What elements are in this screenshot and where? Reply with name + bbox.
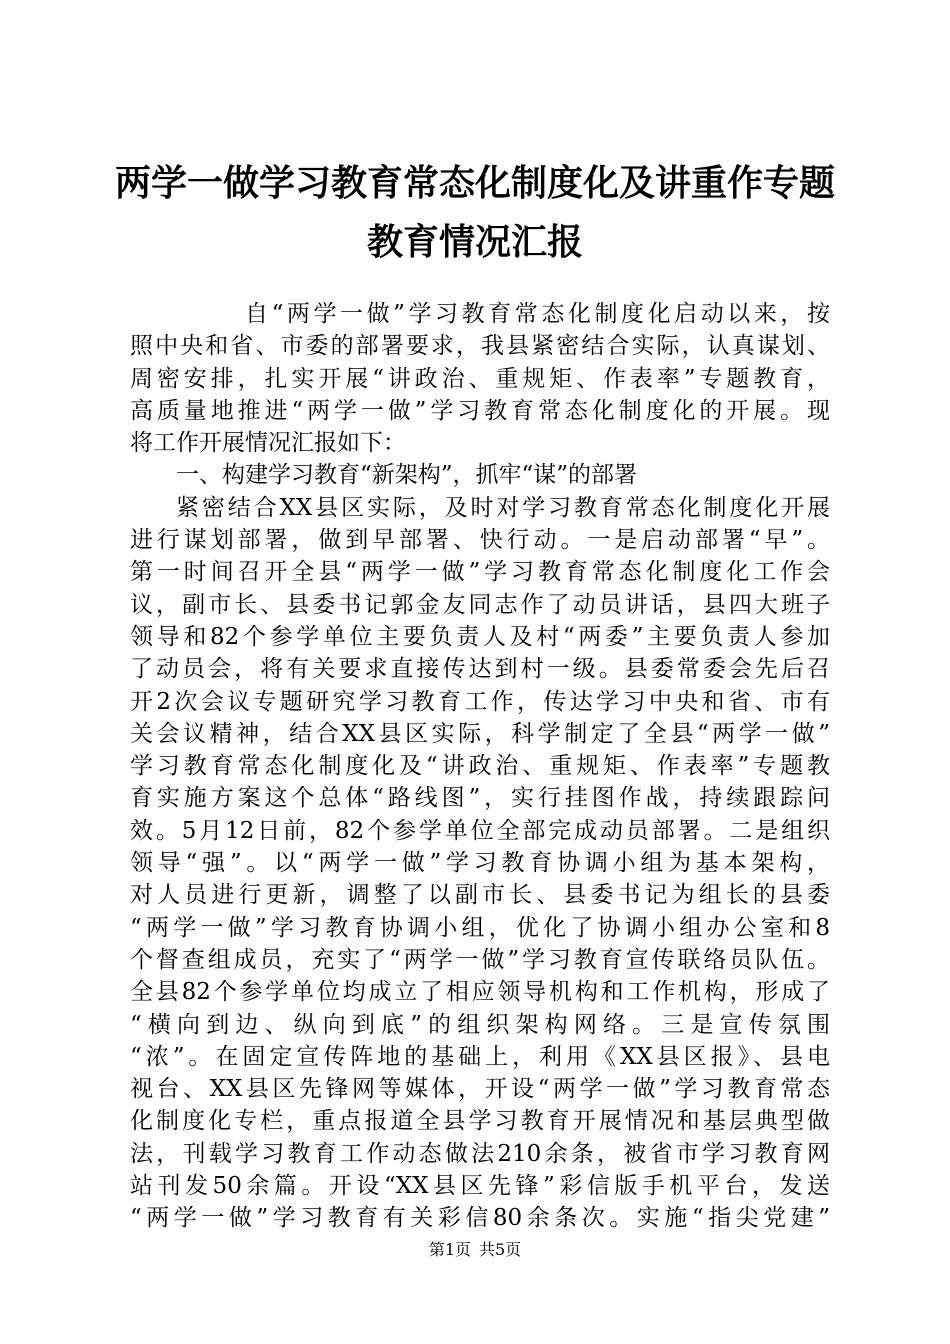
- body-line: 议，副市长、县委书记郭金友同志作了动员讲话，县四大班子: [130, 591, 830, 618]
- document-title-line-1: 两学一做学习教育常态化制度化及讲重作专题: [114, 163, 835, 204]
- document-body: [130, 298, 830, 1235]
- body-line: 领导“强”。以“两学一做”学习教育协调小组为基本架构，: [130, 850, 830, 877]
- body-line: 将工作开展情况汇报如下：: [130, 430, 406, 457]
- body-line: 进行谋划部署，做到早部署、快行动。一是启动部署“早”。: [130, 527, 830, 554]
- body-line: 育实施方案这个总体“路线图”，实行挂图作战，持续跟踪问: [130, 785, 830, 812]
- body-line: 自“两学一做”学习教育常态化制度化启动以来，按: [245, 301, 830, 327]
- body-line: “横向到边、纵向到底”的组织架构网络。三是宣传氛围: [130, 1011, 830, 1038]
- body-line: 化制度化专栏，重点报道全县学习教育开展情况和基层典型做: [130, 1108, 830, 1135]
- body-line: 学习教育常态化制度化及“讲政治、重规矩、作表率”专题教: [130, 753, 830, 780]
- body-line: 效。5月12日前，82个参学单位全部完成动员部署。二是组织: [130, 817, 830, 844]
- body-line: 全县82个参学单位均成立了相应领导机构和工作机构，形成了: [130, 979, 830, 1006]
- body-line: 个督查组成员，充实了“两学一做”学习教育宣传联络员队伍。: [130, 946, 830, 973]
- body-line: 视台、XX县区先锋网等媒体，开设“两学一做”学习教育常态: [130, 1076, 830, 1103]
- body-line: “两学一做”学习教育有关彩信80余条次。实施“指尖党建”: [130, 1205, 830, 1232]
- body-line: 关会议精神，结合XX县区实际，科学制定了全县“两学一做”: [130, 720, 830, 747]
- body-line: 法，刊载学习教育工作动态做法210余条，被省市学习教育网: [130, 1140, 830, 1167]
- body-line: 站刊发50余篇。开设“XX县区先锋”彩信版手机平台，发送: [130, 1173, 830, 1200]
- body-line: 开2次会议专题研究学习教育工作，传达学习中央和省、市有: [130, 688, 830, 715]
- body-line: 对人员进行更新，调整了以副市长、县委书记为组长的县委: [130, 882, 830, 909]
- body-line: “浓”。在固定宣传阵地的基础上，利用《XX县区报》、县电: [130, 1043, 830, 1070]
- body-line: 了动员会，将有关要求直接传达到村一级。县委常委会先后召: [130, 656, 830, 683]
- section-heading: 一、构建学习教育“新架构”，抓牢“谋”的部署: [176, 462, 638, 489]
- body-line: 照中央和省、市委的部署要求，我县紧密结合实际，认真谋划、: [130, 333, 830, 360]
- body-line: “两学一做”学习教育协调小组，优化了协调小组办公室和8: [130, 914, 830, 941]
- body-line: 高质量地推进“两学一做”学习教育常态化制度化的开展。现: [130, 397, 830, 424]
- body-line: 周密安排，扎实开展“讲政治、重规矩、作表率”专题教育，: [130, 365, 830, 392]
- footer-page-number: 第1页: [428, 1240, 471, 1259]
- body-line: 紧密结合XX县区实际，及时对学习教育常态化制度化开展: [176, 494, 830, 521]
- body-line: 第一时间召开全县“两学一做”学习教育常态化制度化工作会: [130, 559, 830, 586]
- document-title-line-2: 教育情况汇报: [366, 222, 583, 263]
- page-footer: [0, 1240, 950, 1260]
- body-line: 领导和82个参学单位主要负责人及村“两委”主要负责人参加: [130, 623, 830, 650]
- footer-page-total: 共5页: [479, 1240, 522, 1259]
